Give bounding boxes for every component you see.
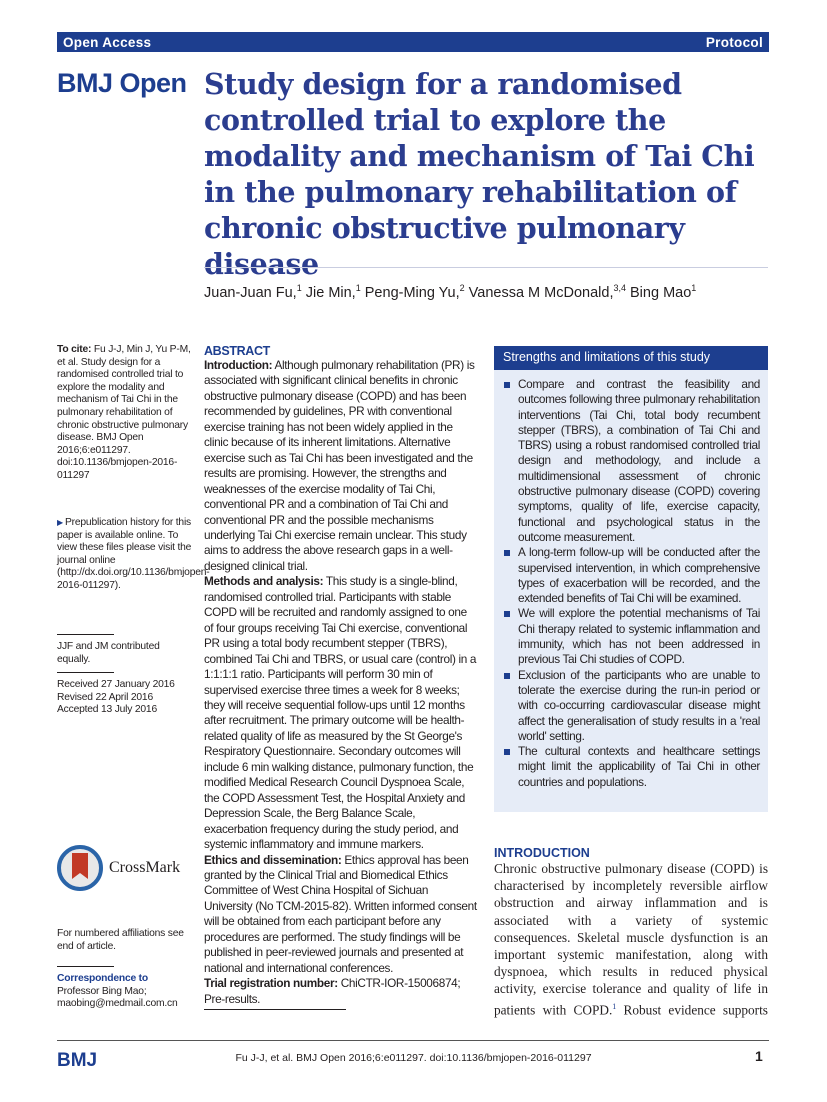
contrib-block	[57, 634, 192, 717]
revised-date: Revised 22 April 2016	[57, 691, 153, 703]
section-label: Trial registration number:	[204, 976, 338, 991]
cite-block	[57, 344, 192, 483]
section-text: Although pulmonary rehabilitation (PR) is associated with significant clinical benefits in chronic obstructive pulmonary disease (COPD) and has been recommended by guidelines, PR with conventional exercise training has not been widely applied in the clinic because of its inherent limitations. Alternative exercise such as Tai Chi has been investigated and the results are promising. However, the strengths and weaknesses of the exercise modality of Tai Chi, conventional PR and a combination of Tai Chi and conventional PR and the possible mechanisms underlying Tai Chi exercise remain unclear. This study aims to address the above research gaps in a well-designed clinical trial.	[204, 358, 475, 573]
abstract-heading: ABSTRACT	[204, 344, 270, 358]
list-item: A long-term follow-up will be conducted after the supervised intervention, in which comprehensive types of exacerbation will be recorded, and the extended benefits of Tai Chi will be examined.	[502, 545, 760, 606]
page-number: 1	[755, 1048, 763, 1064]
introduction	[494, 846, 768, 1018]
abstract-section	[204, 574, 478, 852]
strengths-limitations-box	[494, 346, 768, 812]
section-text: This study is a single-blind, randomised controlled trial. Participants with stable COPD will be recruited and randomly assigned to one of four groups receiving Tai Chi exercise, conventional PR using a total body recumbent stepper (TBRS), combined Tai Chi and TBRS, or usual care (control) in a 1:1:1:1 ratio. Participants will perform 30 min of supervised exercise three times a week for 8 weeks; they will receive sequential follow-ups until 12 months after recruitment. The primary outcome will be health-related quality of life as measured by the St George's Respiratory Questionnaire. Secondary outcomes will include 6 min walking distance, pulmonary function, the modified Medical Research Council Dyspnoea Scale, the COPD Assessment Test, the Hospital Anxiety and Depression Scale, the Berg Balance Scale, exacerbation frequency during the study period, and systemic inflammatory and immune markers.	[204, 574, 477, 852]
triangle-icon: ▶	[57, 518, 65, 527]
abstract-section	[204, 976, 478, 1007]
list-item: The cultural contexts and healthcare settings might limit the applicability of Tai Chi in other countries and populations.	[502, 744, 760, 790]
author: Bing Mao	[630, 284, 692, 301]
divider	[57, 966, 114, 967]
contrib-note: JJF and JM contributed equally.	[57, 641, 160, 665]
section-text: Ethics approval has been granted by the Clinical Trial and Biomedical Ethics Committee of West China Hospital of Sichuan University (No TCM-2015-82). Written informed consent will be obtained from each participant before any procedures are performed. The study findings will be published in peer-reviewed journals and presented at national and international conferences.	[204, 852, 477, 975]
affil-note: For numbered affiliations see end of article.	[57, 928, 184, 952]
footer-citation: Fu J-J, et al. BMJ Open 2016;6:e011297. doi:10.1136/bmjopen-2016-011297	[235, 1052, 592, 1064]
strengths-list	[494, 370, 768, 790]
cite-text: Fu J-J, Min J, Yu P-M, et al. Study design for a randomised controlled trial to explore the modality and mechanism of Tai Chi in the pulmonary rehabilitation of chronic obstructive pulmonary disease. BMJ Open 2016;6:e011297. doi:10.1136/bmjopen-2016-011297	[57, 344, 191, 481]
affiliation-marker: 1	[691, 283, 697, 293]
open-access-label: Open Access	[63, 34, 152, 50]
affiliation-marker: 3,4	[613, 283, 626, 293]
correspondence-label: Correspondence to	[57, 973, 149, 984]
crossmark-button[interactable]	[57, 845, 180, 891]
author: Jie Min,	[305, 284, 356, 301]
correspondence-name: Professor Bing Mao;	[57, 985, 147, 997]
section-label: Introduction:	[204, 358, 273, 372]
crossmark-label: CrossMark	[109, 859, 181, 876]
correspondence-block	[57, 966, 192, 1011]
article-title: Study design for a randomised controlled trial to explore the modality and mechanism of Tai Chi in the pulmonary rehabilitation of chronic obstructive pulmonary disease	[204, 67, 755, 281]
abstract-section	[204, 358, 478, 574]
box-heading: Strengths and limitations of this study	[494, 346, 768, 370]
article-type-label: Protocol	[705, 34, 763, 50]
section-text: ChiCTR-IOR-15006874; Pre-results.	[204, 976, 461, 1006]
divider	[204, 267, 768, 268]
author: Peng-Ming Yu,	[364, 284, 460, 301]
list-item: We will explore the potential mechanisms of Tai Chi therapy related to systemic inflammation and immunity, which has not been addressed in previous Tai Chi studies of COPD.	[502, 606, 760, 667]
affiliation-marker: 1	[355, 283, 361, 293]
divider	[57, 672, 114, 673]
prepub-note[interactable]: ▶ Prepublication history for this paper is available online. To view these files please visit the journal online (http://dx.doi.org/10.1136/bmjopen-2016-011297).	[57, 517, 210, 591]
reference-link[interactable]: 1	[612, 1001, 617, 1011]
received-date: Received 27 January 2016	[57, 679, 175, 691]
author: Vanessa M McDonald,	[468, 284, 614, 301]
correspondence-email[interactable]: maobing@medmail.com.cn	[57, 998, 178, 1010]
affiliation-marker: 1	[296, 283, 302, 293]
bmj-footer-logo: BMJ	[57, 1050, 98, 1071]
abstract	[204, 344, 478, 1010]
divider	[204, 1009, 346, 1010]
header-bar	[57, 32, 769, 52]
section-label: Methods and analysis:	[204, 574, 324, 589]
introduction-heading: INTRODUCTION	[494, 846, 590, 860]
list-item: Compare and contrast the feasibility and outcomes following three pulmonary rehabilitation interventions (Tai Chi, total body recumbent stepper (TBRS), a combination of Tai Chi and TBRS) using a robust randomised controlled trial design and methodology, and include a multidimensional assessment of chronic obstructive pulmonary disease (COPD) covering symptoms, quality of life, exercise capacity, functional and psychological status in the outcome measurement.	[502, 377, 760, 545]
introduction-paragraph: Chronic obstructive pulmonary disease (COPD) is characterised by incompletely reversible airflow obstruction and airway inflammation and is associated with a variety of systemic consequences. Skeletal muscle dysfunction is an important systemic manifestation, along with dyspnoea, which results in reduced physical activity, exercise tolerance and quality of life in patients with COPD.$^1$ Robust evidence supports	[494, 861, 768, 1018]
divider	[57, 634, 114, 635]
journal-logo: BMJ Open	[57, 68, 187, 98]
affiliation-marker: 2	[459, 283, 465, 293]
accepted-date: Accepted 13 July 2016	[57, 704, 157, 716]
abstract-section	[204, 853, 478, 977]
crossmark-icon	[57, 845, 103, 891]
cite-label: To cite:	[57, 344, 92, 355]
author: Juan-Juan Fu,	[204, 284, 297, 301]
author-list	[204, 283, 696, 301]
section-label: Ethics and dissemination:	[204, 852, 342, 867]
list-item: Exclusion of the participants who are unable to tolerate the exercise during the run-in period or with co-occurring cardiovascular disease might affect the generalisation of study results in a 'real world' setting.	[502, 668, 760, 744]
divider	[57, 1040, 769, 1041]
